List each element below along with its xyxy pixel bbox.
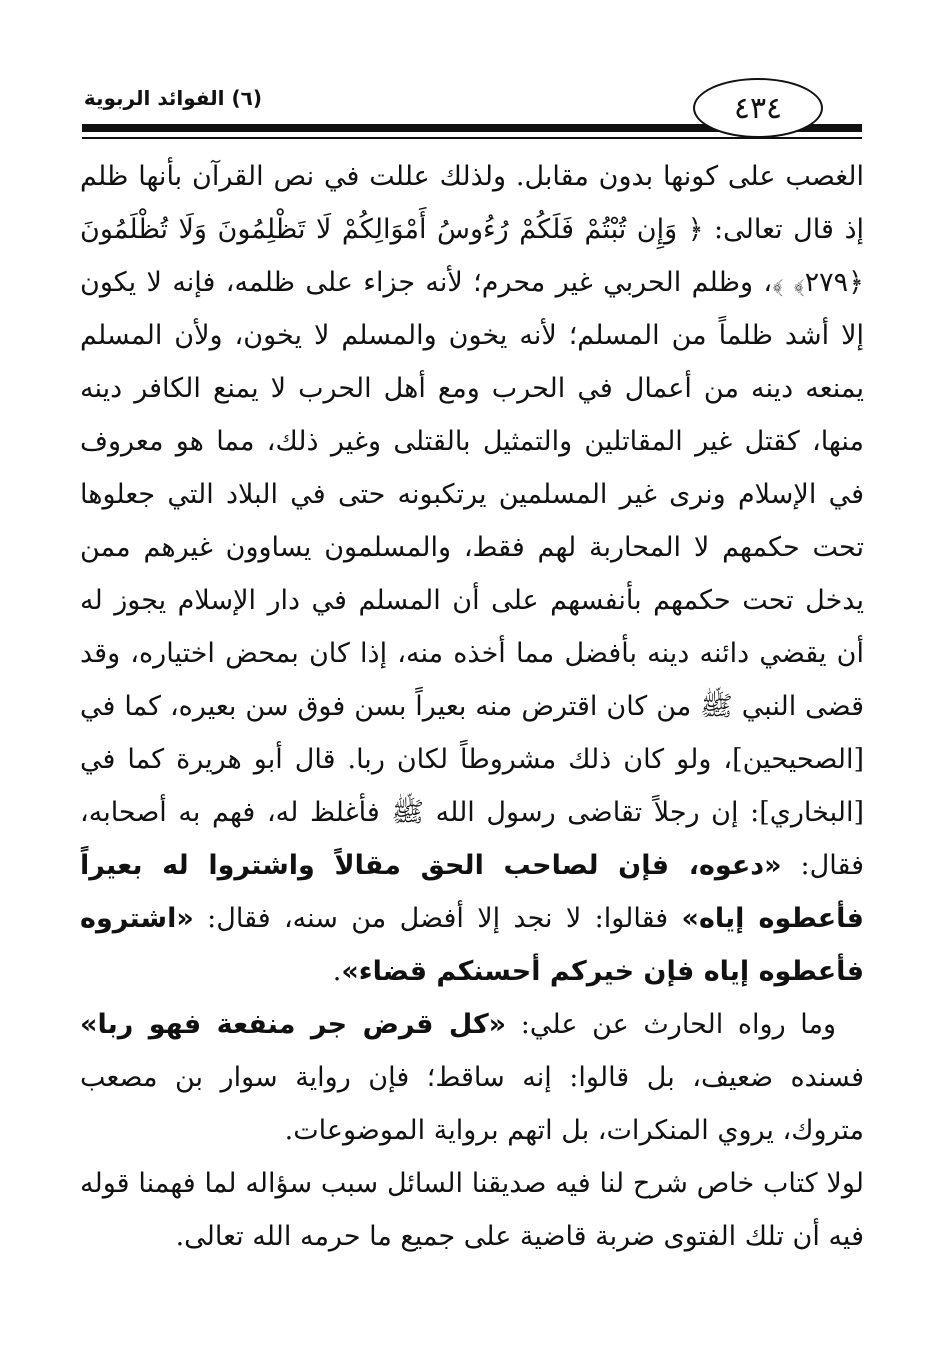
paragraph-3	[80, 1157, 864, 1263]
body-text	[80, 150, 864, 1263]
paragraph-text: ، وظلم الحربي غير محرم؛ لأنه جزاء على ظلمه، فإنه لا يكون إلا أشد ظلماً من المسلم؛ لأنه يخون والمسلم لا يخون، ولأن المسلم يمنعه دينه من أعمال في الحرب ومع أهل الحرب لا يمنع الكافر دينه منها، كقتل غير المقاتلين والتمثيل بالقتلى وغير ذلك، مما هو معروف في الإسلام ونرى غير المسلمين يرتكبونه حتى في البلاد التي جعلوها تحت حكمهم لا المحاربة لهم فقط، والمسلمون يساوون غيرهم ممن يدخل تحت حكمهم بأنفسهم على أن المسلم في دار الإسلام يجوز له أن يقضي دائنه دينه بأفضل مما أخذه منه، إذا كان بمحض اختياره، وقد قضى النبي ﷺ من كان اقترض منه بعيراً بسن فوق سن بعيره، كما في [الصحيحين]، ولو كان ذلك مشروطاً لكان ربا. قال أبو هريرة كما في [البخاري]: إن رجلاً تقاضى رسول الله ﷺ فأغلظ له، فهم به أصحابه، فقال:	[80, 267, 865, 881]
hadith-quote: «اشتروه فأعطوه إياه فإن خيركم أحسنكم قضاء»	[80, 903, 864, 987]
paragraph-1	[80, 150, 864, 998]
paragraph-text: .	[332, 956, 342, 987]
paragraph-2	[80, 998, 864, 1157]
hadith-quote: «دعوه، فإن لصاحب الحق مقالاً واشتروا له بعيراً فأعطوه إياه»	[80, 850, 864, 934]
paragraph-text: فسنده ضعيف، بل قالوا: إنه ساقط؛ فإن رواية سوار بن مصعب متروك، يروي المنكرات، بل اتهم برواية الموضوعات.	[80, 1062, 864, 1146]
page-number: ٤٣٤	[693, 78, 823, 138]
paragraph-text: وما رواه الحارث عن علي:	[506, 1009, 836, 1040]
quran-verse: ﴿ وَإِن تُبْتُمْ فَلَكُمْ رُءُوسُ أَمْوَالِكُمْ لَا تَظْلِمُونَ وَلَا تُظْلَمُونَ ﴿٢٧٩﴾ ﴾	[80, 214, 864, 298]
hadith-quote: «كل قرض جر منفعة فهو ربا»	[80, 1009, 507, 1040]
running-header-title: (٦) الفوائد الربوية	[83, 86, 262, 110]
paragraph-text: الغصب على كونها بدون مقابل. ولذلك عللت في نص القرآن بأنها ظلم إذ قال تعالى:	[80, 161, 864, 245]
paragraph-text: فقالوا: لا نجد إلا أفضل من سنه، فقال:	[193, 903, 682, 934]
paragraph-text: لولا كتاب خاص شرح لنا فيه صديقنا السائل سبب سؤاله لما فهمنا قوله فيه أن تلك الفتوى ضربة قاضية على جميع ما حرمه الله تعالى.	[80, 1168, 864, 1252]
